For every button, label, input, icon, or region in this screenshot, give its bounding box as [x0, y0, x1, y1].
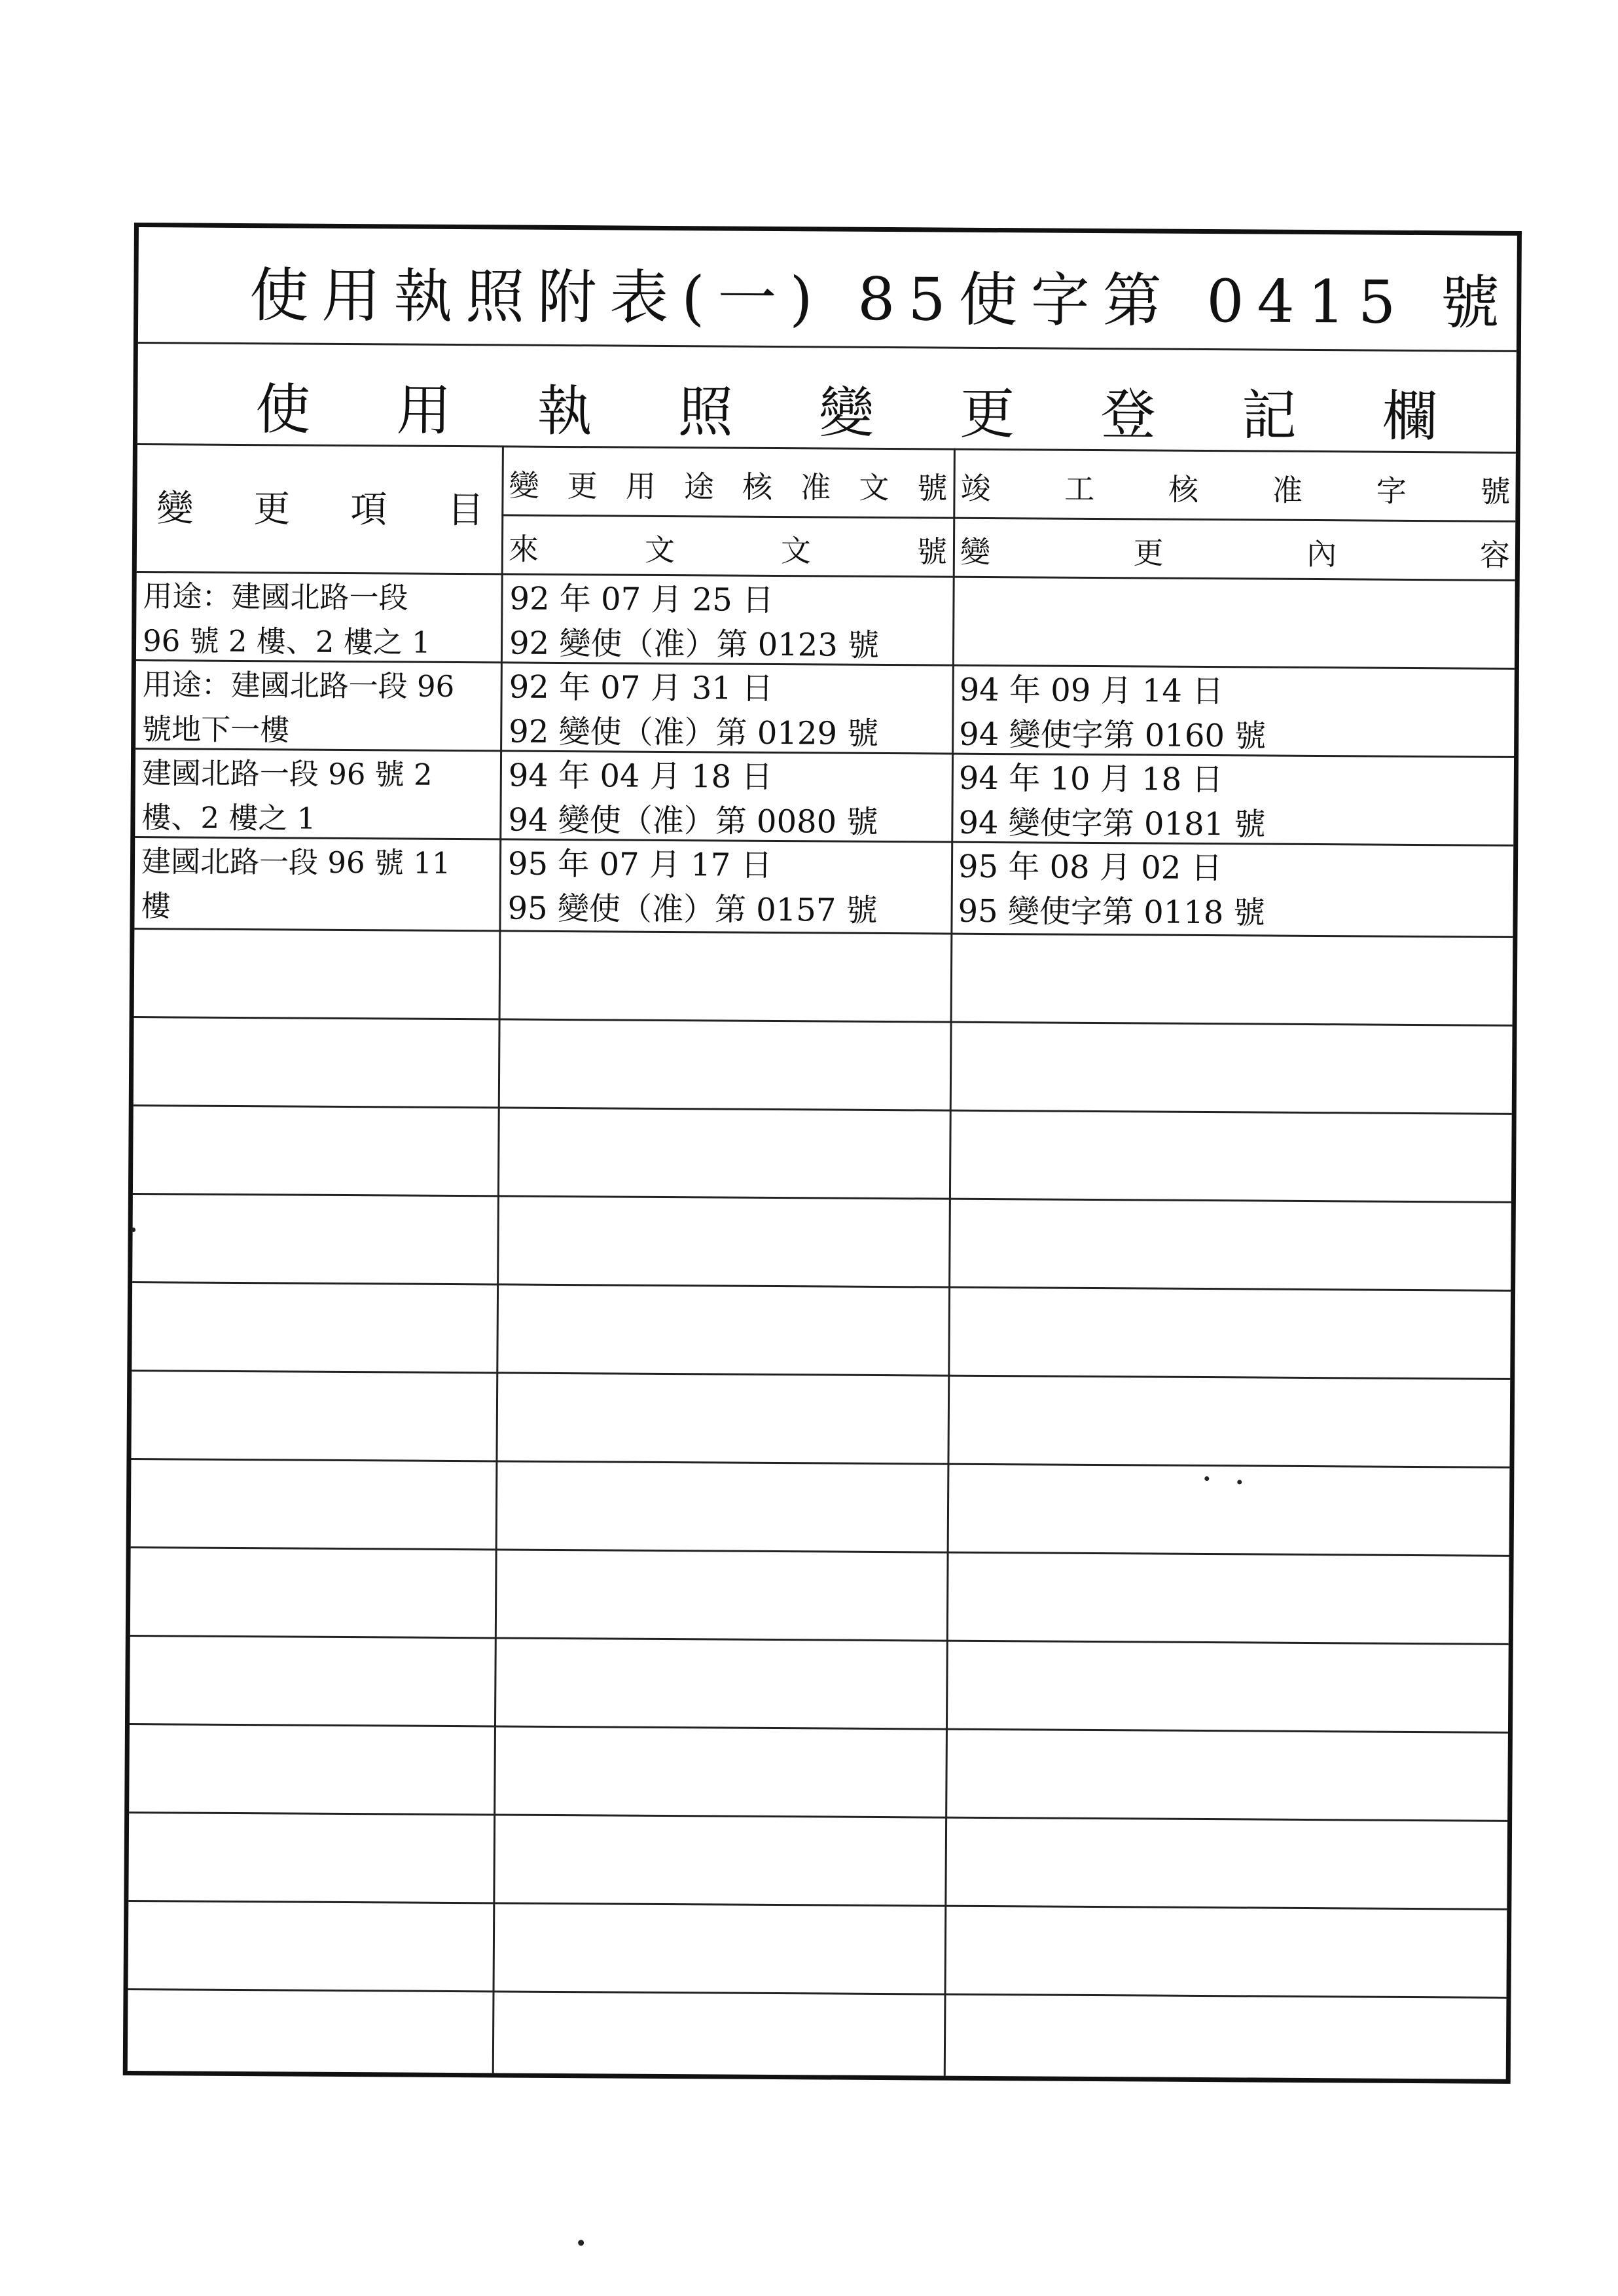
- form-frame: [123, 223, 1522, 2084]
- form-subtitle: [255, 365, 1438, 452]
- change-register-table: [128, 443, 1516, 2079]
- row-2-completion: 94 年 09 月 14 日 94 變使字第 0160 號: [959, 671, 1267, 755]
- row-2-item: 用途：建國北路一段 96 號地下一樓: [142, 667, 455, 748]
- subtitle-char: 用: [396, 378, 452, 443]
- scan-speck: [1204, 1476, 1209, 1481]
- row-1-approval: 92 年 07 月 25 日 92 變使（准）第 0123 號: [509, 580, 880, 664]
- empty-row-line: [131, 1458, 1509, 1468]
- subtitle-char: 使: [255, 377, 311, 442]
- subtitle-char: 欄: [1382, 384, 1438, 449]
- subtitle-char: 記: [1241, 383, 1297, 448]
- scan-speck: [131, 1228, 135, 1232]
- empty-row-line: [132, 1281, 1511, 1292]
- subtitle-char: 更: [960, 381, 1015, 446]
- empty-row-line: [128, 1988, 1507, 1999]
- row-4-completion: 95 年 08 月 02 日 95 變使字第 0118 號: [958, 848, 1265, 932]
- scan-speck: [1237, 1480, 1242, 1484]
- empty-row-line: [130, 1635, 1509, 1645]
- empty-row-line: [134, 1104, 1512, 1115]
- empty-row-line: [129, 1812, 1507, 1822]
- header-incoming-no: 來 文 文 號: [508, 531, 948, 570]
- subtitle-char: 變: [818, 380, 874, 445]
- column-divider: [492, 445, 504, 2073]
- empty-row-line: [128, 1900, 1507, 1910]
- header-change-content: 變 更 內 容: [960, 534, 1511, 573]
- empty-row-line: [130, 1723, 1508, 1734]
- empty-row-line: [134, 1016, 1513, 1027]
- column-divider: [944, 448, 956, 2076]
- empty-row-line: [131, 1546, 1509, 1557]
- subtitle-char: 登: [1100, 382, 1156, 447]
- title-row: [138, 227, 1517, 352]
- form-title: 使用執照附表(一) 85使字第 0415 號: [249, 261, 1513, 338]
- empty-row-line: [133, 1193, 1511, 1203]
- empty-row-line: [132, 1370, 1510, 1380]
- row-3-item: 建國北路一段 96 號 2 樓、2 樓之 1: [141, 756, 433, 836]
- scan-speck: [578, 2240, 584, 2246]
- header-completion-no: 竣 工 核 准 字 號: [960, 470, 1511, 509]
- row-3-completion: 94 年 10 月 18 日 94 變使字第 0181 號: [958, 759, 1266, 843]
- subtitle-char: 執: [537, 378, 593, 444]
- header-change-item: 變 更 項 目: [156, 487, 484, 532]
- row-1-item: 用途：建國北路一段 96 號 2 樓、2 樓之 1: [142, 579, 431, 660]
- header-approval-no: 變 更 用 途 核 准 文 號: [509, 467, 948, 506]
- header-divider: [501, 514, 1515, 522]
- row-3-approval: 94 年 04 月 18 日 94 變使（准）第 0080 號: [508, 757, 878, 841]
- subtitle-char: 照: [677, 380, 734, 445]
- row-4-approval: 95 年 07 月 17 日 95 變使（准）第 0157 號: [507, 845, 878, 929]
- row-2-approval: 92 年 07 月 31 日 92 變使（准）第 0129 號: [509, 668, 879, 752]
- row-4-item: 建國北路一段 96 號 11 樓: [141, 844, 451, 924]
- subtitle-row: [137, 342, 1517, 454]
